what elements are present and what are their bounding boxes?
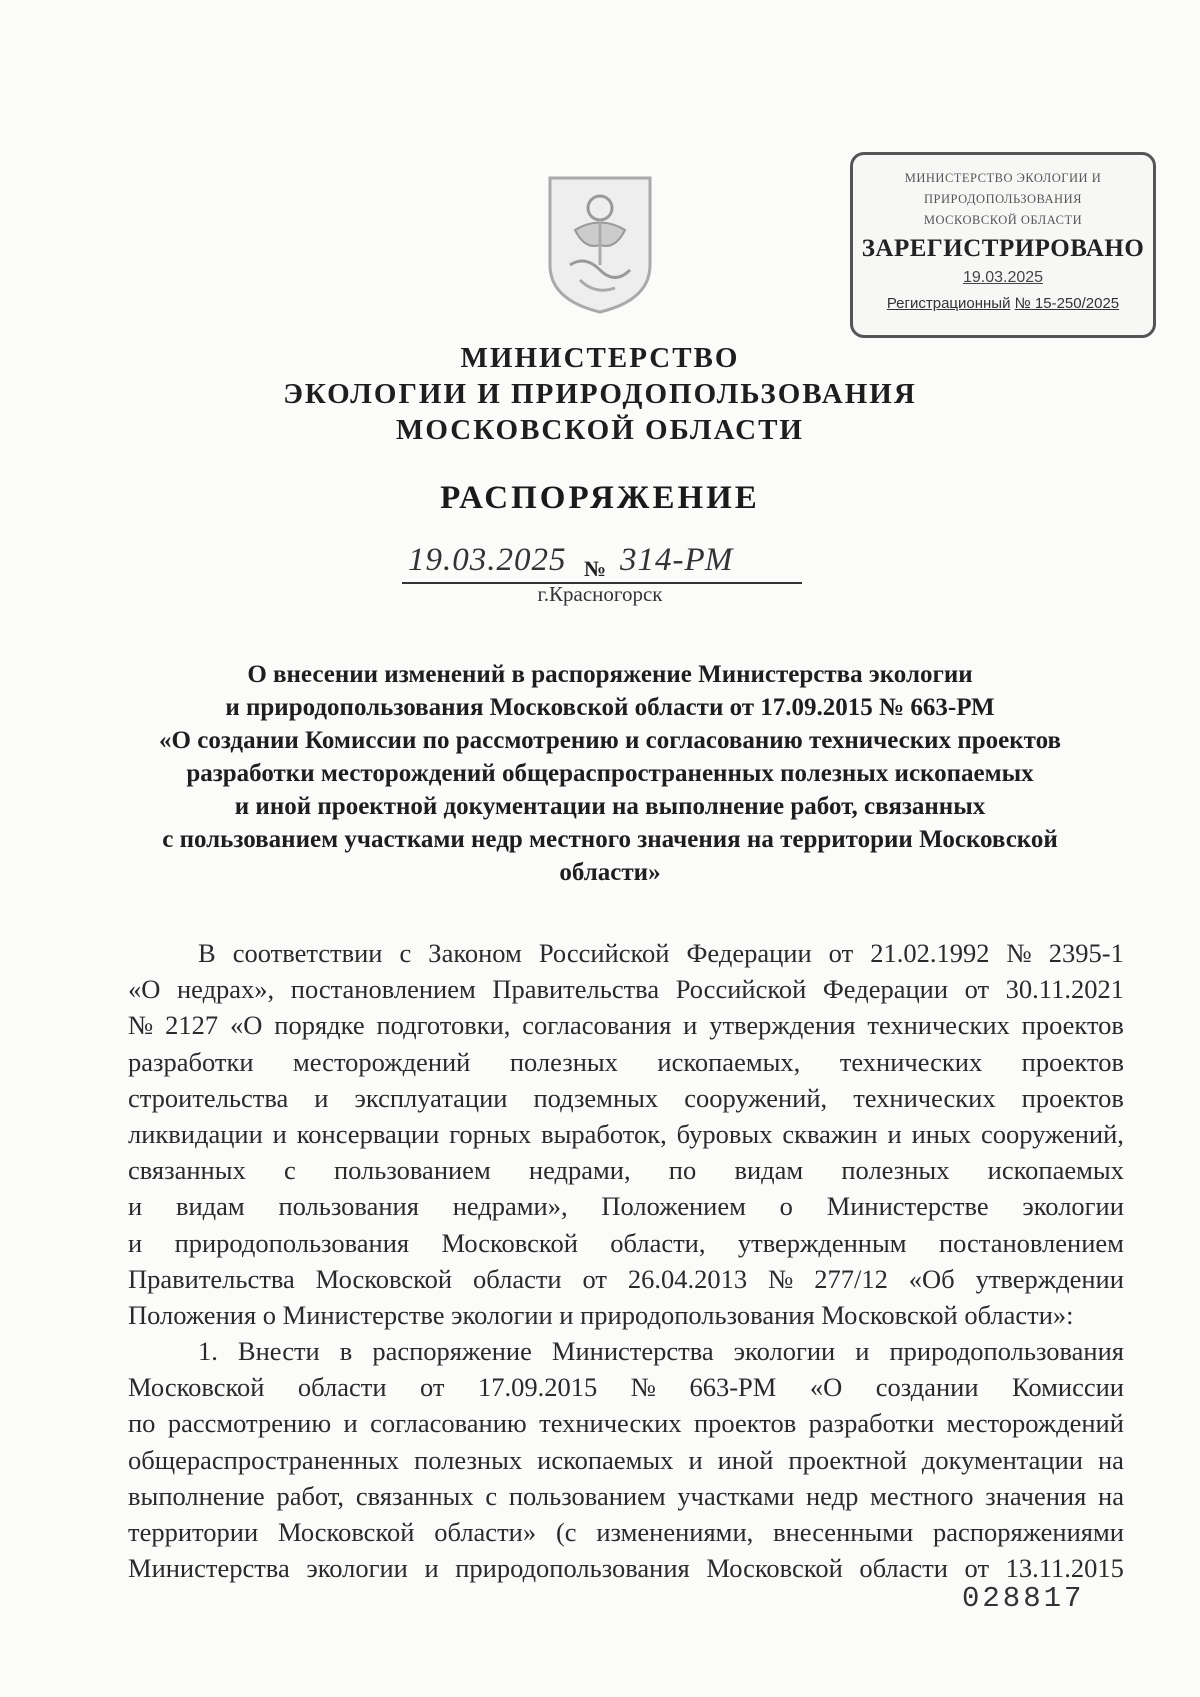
body-word: технических (539, 1408, 682, 1439)
body-word: Законом (428, 938, 522, 968)
body-word: видам (734, 1155, 804, 1186)
body-word: области (859, 1553, 948, 1584)
body-word: документации (921, 1444, 1083, 1475)
body-line (128, 1116, 1124, 1152)
body-word: 277/12 (814, 1263, 888, 1294)
body-word: «О (809, 1372, 843, 1403)
stamp-org-line: МОСКОВСКОЙ ОБЛАСТИ (923, 213, 1083, 227)
stamp-date-value: 19.03.2025 (962, 269, 1044, 286)
body-word: полезных (841, 1155, 950, 1186)
subject-line: разработки месторождений общераспространенных полезных ископаемых (186, 760, 1034, 787)
stamp-org-line: ПРИРОДОПОЛЬЗОВАНИЯ (924, 192, 1082, 206)
body-word: сооружений, (684, 1082, 828, 1113)
body-word: Российской (538, 938, 670, 968)
body-word: утверждения (709, 1010, 856, 1041)
body-line (128, 1152, 1124, 1188)
body-word: месторождений (292, 1046, 471, 1077)
body-word: и (424, 1553, 439, 1584)
body-word: экологии (1022, 1191, 1124, 1222)
body-word: согласованию (370, 1408, 527, 1439)
body-word: № (128, 1010, 154, 1041)
body-word: технических (867, 1010, 1010, 1041)
subject-heading (140, 658, 1080, 889)
subject-line: и иной проектной документации на выполнение работ, связанных (234, 793, 986, 820)
body-word: проектов (1021, 1046, 1124, 1077)
body-word: пользования (278, 1191, 419, 1222)
body-word: соответствии (232, 938, 383, 968)
body-word: пользованием (508, 1480, 666, 1511)
body-word: эксплуатации (354, 1082, 508, 1113)
body-word: области (297, 1372, 387, 1403)
body-word: технических (853, 1082, 996, 1113)
body-word: проектов (693, 1408, 797, 1439)
body-word: выполнение (128, 1480, 265, 1511)
body-word: от (420, 1372, 445, 1403)
body-word: распоряжениями (933, 1517, 1124, 1547)
body-line (128, 1333, 1124, 1369)
body-line (128, 1261, 1124, 1297)
body-word: пользованием (333, 1155, 491, 1186)
body-word: скважин (782, 1118, 878, 1149)
body-word: связанных (128, 1155, 246, 1186)
body-word: по (128, 1408, 156, 1439)
body-line (128, 1550, 1124, 1586)
body-word: согласования (522, 1010, 672, 1041)
body-word: ископаемых (987, 1155, 1124, 1186)
body-word: области (473, 1263, 562, 1294)
body-word: на (1098, 1480, 1124, 1511)
body-word: № (630, 1372, 656, 1403)
body-word: и (128, 1191, 143, 1222)
body-word: (с (555, 1517, 577, 1547)
stamp-reg-number (853, 295, 1153, 312)
date-number-line (402, 538, 802, 588)
body-word: № (1006, 938, 1032, 968)
body-word: 17.09.2015 (477, 1372, 598, 1403)
body-word: местного (870, 1480, 974, 1511)
body-word: постановлением (938, 1227, 1124, 1258)
body-word: и (343, 1408, 358, 1439)
body-word: и (272, 1118, 287, 1149)
body-word: участками (677, 1480, 795, 1511)
subject-line: О внесении изменений в распоряжение Министерства экологии (247, 661, 973, 688)
ministry-line-1: МИНИСТЕРСТВО (460, 342, 740, 374)
body-word: 13.11.2015 (1005, 1553, 1124, 1584)
body-word: полезных (509, 1046, 618, 1077)
body-word: Московской (706, 1553, 843, 1584)
body-word: 30.11.2021 (1005, 974, 1124, 1005)
body-word: горных (449, 1118, 532, 1149)
body-word: в (339, 1336, 353, 1367)
body-word: и (683, 1010, 698, 1041)
stamp-org (853, 168, 1153, 231)
body-word: видам (175, 1191, 245, 1222)
number-sign: № (584, 556, 607, 581)
body-word: с (283, 1155, 296, 1186)
subject-line: с пользованием участками недр местного значения на территории Московской (162, 826, 1058, 853)
body-word: и (128, 1227, 143, 1258)
body-word: Министерства (128, 1553, 290, 1584)
body-word: «О (230, 1010, 263, 1041)
ministry-line-3: МОСКОВСКОЙ ОБЛАСТИ (395, 414, 804, 446)
body-word: консервации (296, 1118, 440, 1149)
body-word: общераспространенных (128, 1444, 400, 1475)
body-word: природопользования (174, 1227, 410, 1258)
document-serial-number: 028817 (962, 1582, 1085, 1615)
body-word: Московской (128, 1372, 265, 1403)
body-word: Московской (441, 1227, 578, 1258)
body-word: Министерстве (826, 1191, 989, 1222)
body-word: разработки (128, 1046, 254, 1077)
body-word: экологии (306, 1553, 408, 1584)
body-word: области, (610, 1227, 706, 1258)
body-word: утвержденным (737, 1227, 907, 1258)
subject-line: и природопользования Московской области от 17.09.2015 № 663-РМ (225, 694, 995, 721)
body-word: «О (128, 974, 161, 1005)
body-line (128, 971, 1124, 1007)
body-word: 2127 (165, 1010, 219, 1041)
body-word: о (779, 1191, 793, 1222)
body-word: от (582, 1263, 607, 1294)
body-word: Правительства (128, 1263, 295, 1294)
body-line (128, 1007, 1124, 1043)
body-word: строительства (128, 1082, 289, 1113)
body-text (128, 935, 1124, 1586)
body-word: проектов (1021, 1082, 1124, 1113)
body-word: и (314, 1082, 329, 1113)
body-word: 26.04.2013 (627, 1263, 748, 1294)
ministry-line-2: ЭКОЛОГИИ И ПРИРОДОПОЛЬЗОВАНИЯ (283, 378, 917, 410)
body-line (128, 935, 1124, 971)
body-word: распоряжение (372, 1336, 532, 1367)
body-word: и (855, 1336, 870, 1367)
body-word: полезных (414, 1444, 523, 1475)
body-word: изменениями, (596, 1517, 754, 1547)
body-word: подземных (533, 1082, 659, 1113)
body-line (128, 1080, 1124, 1116)
stamp-status: ЗАРЕГИСТРИРОВАНО (861, 235, 1145, 262)
body-word: месторождений (946, 1408, 1124, 1439)
body-word: территории (128, 1517, 259, 1547)
body-word: порядке (274, 1010, 365, 1041)
body-line (128, 1225, 1124, 1261)
body-word: Внести (237, 1336, 320, 1367)
body-word: недрами, (528, 1155, 631, 1186)
body-word: связанных (355, 1480, 474, 1511)
body-word: Положением (601, 1191, 746, 1222)
handwritten-date: 19.03.2025 (408, 542, 567, 578)
body-word: сооружений, (980, 1118, 1124, 1149)
body-word: Министерства (551, 1336, 714, 1367)
body-word: недрах», (176, 974, 275, 1005)
body-word: Положения о Министерстве экологии и природопользования Московской области»: (128, 1299, 1074, 1330)
body-word: 1. (198, 1336, 218, 1367)
body-word: ископаемых, (657, 1046, 801, 1077)
registration-stamp (850, 152, 1156, 338)
body-word: экологии (733, 1336, 836, 1367)
body-word: иной (717, 1444, 774, 1475)
body-word: недр (806, 1480, 859, 1511)
body-word: «Об (908, 1263, 955, 1294)
body-word: Федерации (686, 938, 812, 968)
body-word: природопользования (889, 1336, 1124, 1367)
coat-of-arms-emblem (540, 170, 660, 315)
body-word: и (887, 1118, 902, 1149)
body-word: Комиссии (1012, 1372, 1124, 1403)
body-word: с (399, 938, 412, 968)
body-word: проектов (1021, 1010, 1124, 1041)
body-word: 2395-1 (1048, 938, 1124, 968)
city: г.Красногорск (537, 582, 663, 606)
body-word: рассмотрению (167, 1408, 332, 1439)
body-word: работ, (276, 1480, 345, 1511)
body-line (128, 1369, 1124, 1405)
body-word: и (688, 1444, 703, 1475)
body-word: по (668, 1155, 697, 1186)
body-word: от (964, 974, 990, 1005)
body-word: на (1097, 1444, 1124, 1475)
stamp-reg-value: № 15-250/2025 (1014, 295, 1120, 312)
body-word: иных (911, 1118, 972, 1149)
body-word: Российской (675, 974, 807, 1005)
body-word: с (485, 1480, 498, 1511)
body-word: природопользования (455, 1553, 690, 1584)
body-word: Федерации (822, 974, 949, 1005)
handwritten-number: 314-РМ (620, 542, 734, 578)
body-line (128, 1044, 1124, 1080)
body-word: подготовки, (376, 1010, 511, 1041)
document-type-title: РАСПОРЯЖЕНИЕ (440, 480, 760, 516)
stamp-date (853, 269, 1153, 287)
body-word: от (828, 938, 854, 968)
body-word: значения (985, 1480, 1087, 1511)
body-line (128, 1297, 1124, 1333)
body-word: № (768, 1263, 794, 1294)
body-word: от (964, 1553, 990, 1584)
body-word: ископаемых (537, 1444, 674, 1475)
body-word: недрами», (452, 1191, 568, 1222)
body-word: создании (875, 1372, 979, 1403)
subject-line: «О создании Комиссии по рассмотрению и согласованию технических проектов (159, 727, 1061, 754)
body-word: области» (434, 1517, 537, 1547)
body-word: 663-РМ (689, 1372, 777, 1403)
body-word: Московской (315, 1263, 453, 1294)
stamp-org-line: МИНИСТЕРСТВО ЭКОЛОГИИ И (904, 171, 1102, 185)
body-word: В (198, 938, 216, 968)
body-line (128, 1478, 1124, 1514)
body-line (128, 1442, 1124, 1478)
body-word: Московской (277, 1517, 415, 1547)
body-word: Правительства (492, 974, 660, 1005)
body-line (128, 1514, 1124, 1550)
body-line (128, 1405, 1124, 1441)
subject-line: области» (559, 859, 661, 886)
body-word: проектной (788, 1444, 907, 1475)
body-word: технических (839, 1046, 983, 1077)
body-word: постановлением (290, 974, 476, 1005)
body-word: внесенными (773, 1517, 914, 1547)
body-word: 21.02.1992 (870, 938, 990, 968)
stamp-reg-label: Регистрационный (886, 295, 1011, 312)
body-word: разработки (808, 1408, 935, 1439)
body-word: буровых (676, 1118, 773, 1149)
body-word: утверждении (975, 1263, 1124, 1294)
body-word: выработок, (541, 1118, 667, 1149)
body-line (128, 1188, 1124, 1224)
body-word: ликвидации (128, 1118, 263, 1149)
